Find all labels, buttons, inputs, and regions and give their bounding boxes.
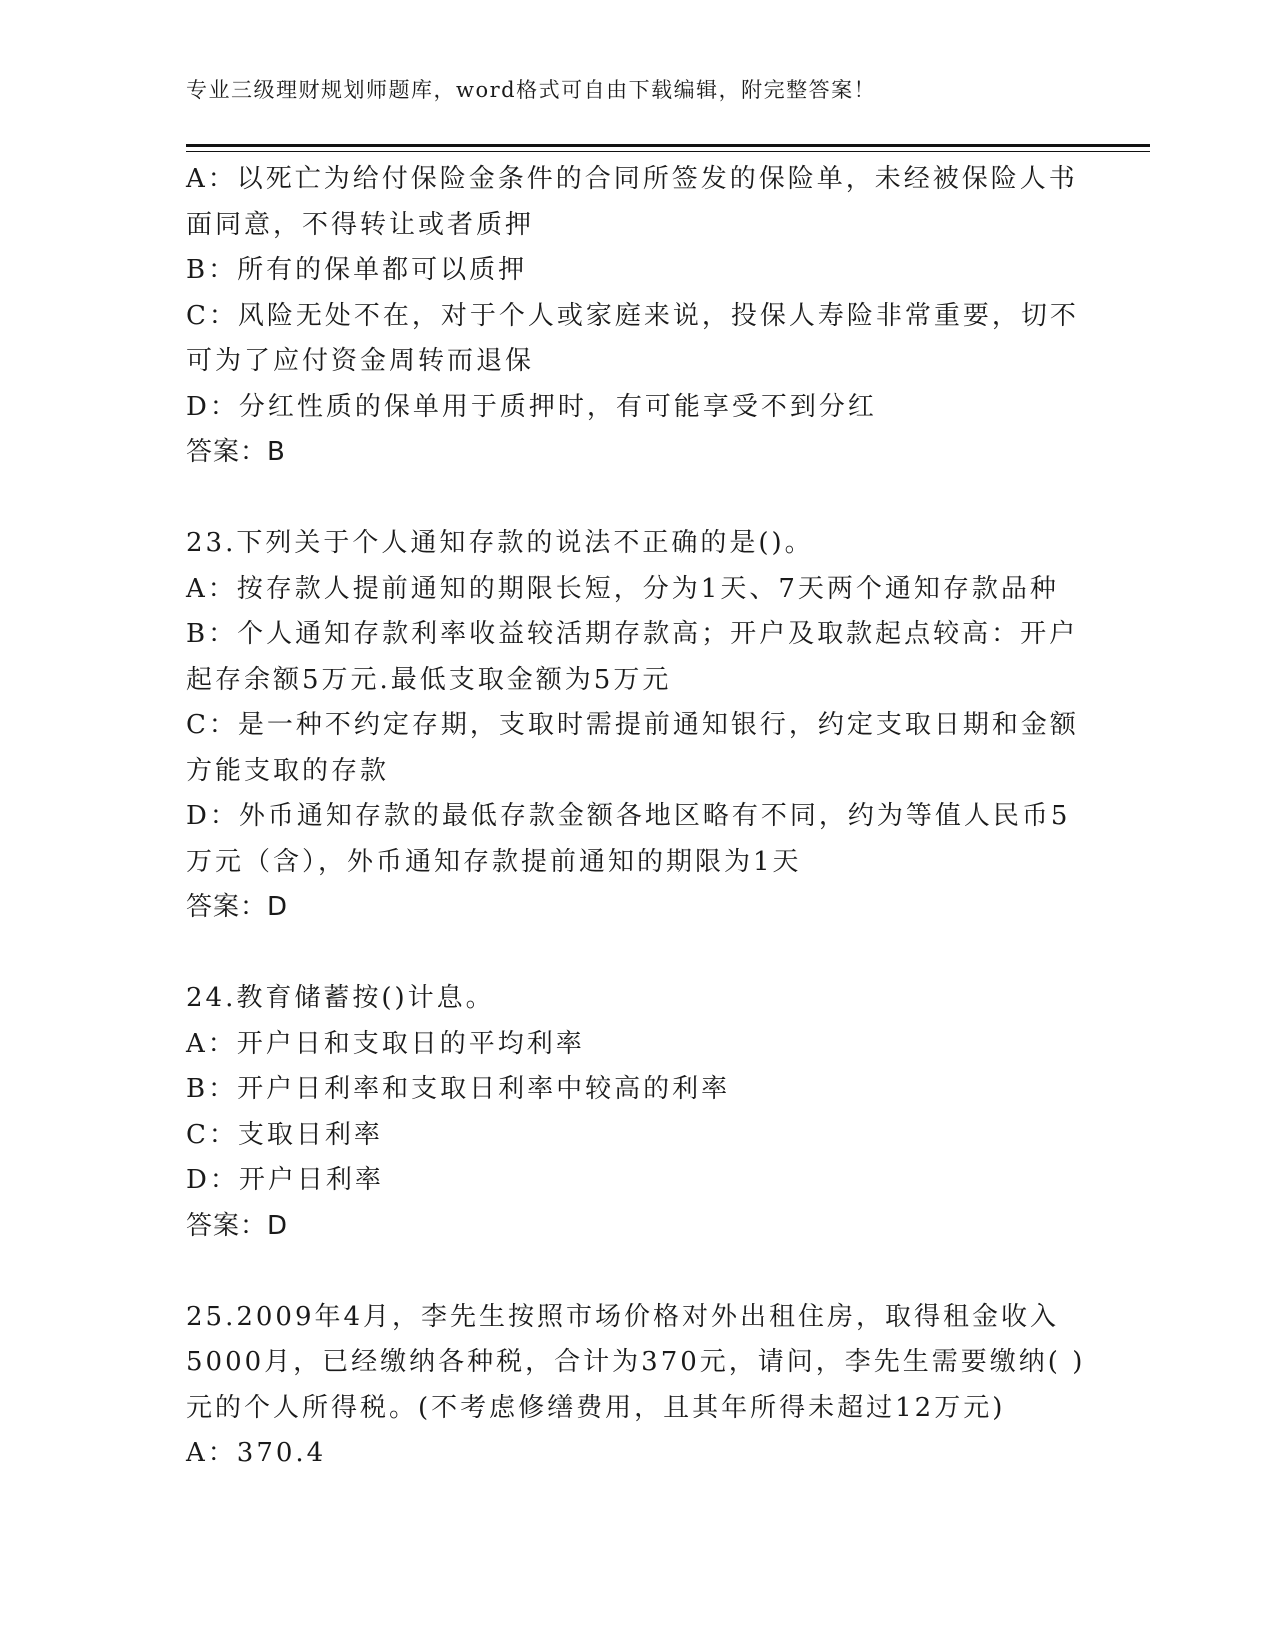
question-block [186, 1295, 1086, 1477]
text-line: 可为了应付资金周转而退保 [186, 346, 535, 376]
question-block [186, 521, 1086, 931]
text-line: D：外币通知存款的最低存款金额各地区略有不同，约为等值人民币5 [186, 801, 1071, 831]
question-block [186, 157, 1086, 476]
text-line: A：开户日和支取日的平均利率 [186, 1028, 585, 1059]
text-line: D：开户日利率 [186, 1165, 384, 1195]
page-header: 专业三级理财规划师题库，word格式可自由下载编辑，附完整答案！ [186, 78, 877, 102]
text-line: C：是一种不约定存期，支取时需提前通知银行，约定支取日期和金额 [186, 710, 1079, 740]
text-line: 元的个人所得税。(不考虑修缮费用，且其年所得未超过12万元) [186, 1392, 1006, 1423]
question-stem: 23.下列关于个人通知存款的说法不正确的是()。 [186, 528, 814, 558]
text-line: B：个人通知存款利率收益较活期存款高；开户及取款起点较高：开户 [186, 619, 1079, 649]
text-line: B：所有的保单都可以质押 [186, 255, 528, 285]
text-line: 万元（含），外币通知存款提前通知的期限为1天 [186, 846, 802, 877]
answer-line: 答案：D [186, 1210, 289, 1241]
block-gap [186, 476, 1086, 522]
question-stem: 24.教育储蓄按()计息。 [186, 983, 495, 1013]
question-list [186, 157, 1086, 1477]
text-line: A：按存款人提前通知的期限长短，分为1天、7天两个通知存款品种 [186, 573, 1059, 604]
block-gap [186, 931, 1086, 977]
question-stem: 25.2009年4月，李先生按照市场价格对外出租住房，取得租金收入 [186, 1301, 1060, 1332]
text-line: 5000月，已经缴纳各种税，合计为370元，请问，李先生需要缴纳( ) [186, 1347, 1086, 1377]
text-line: B：开户日利率和支取日利率中较高的利率 [186, 1074, 731, 1104]
answer-line: 答案：D [186, 892, 289, 922]
block-gap [186, 1249, 1086, 1295]
text-line: C：风险无处不在，对于个人或家庭来说，投保人寿险非常重要，切不 [186, 300, 1079, 331]
text-line: A：370.4 [186, 1438, 327, 1468]
text-line: D：分红性质的保单用于质押时，有可能享受不到分红 [186, 391, 877, 422]
answer-line: 答案：B [186, 437, 286, 467]
question-block [186, 976, 1086, 1249]
header-rule-thick [186, 144, 1150, 147]
text-line: 面同意，不得转让或者质押 [186, 209, 535, 240]
text-line: 方能支取的存款 [186, 755, 390, 786]
text-line: 起存余额5万元.最低支取金额为5万元 [186, 664, 672, 695]
text-line: C：支取日利率 [186, 1119, 383, 1150]
text-line: A：以死亡为给付保险金条件的合同所签发的保险单，未经被保险人书 [186, 164, 1078, 194]
header-rule-thin [186, 151, 1150, 152]
